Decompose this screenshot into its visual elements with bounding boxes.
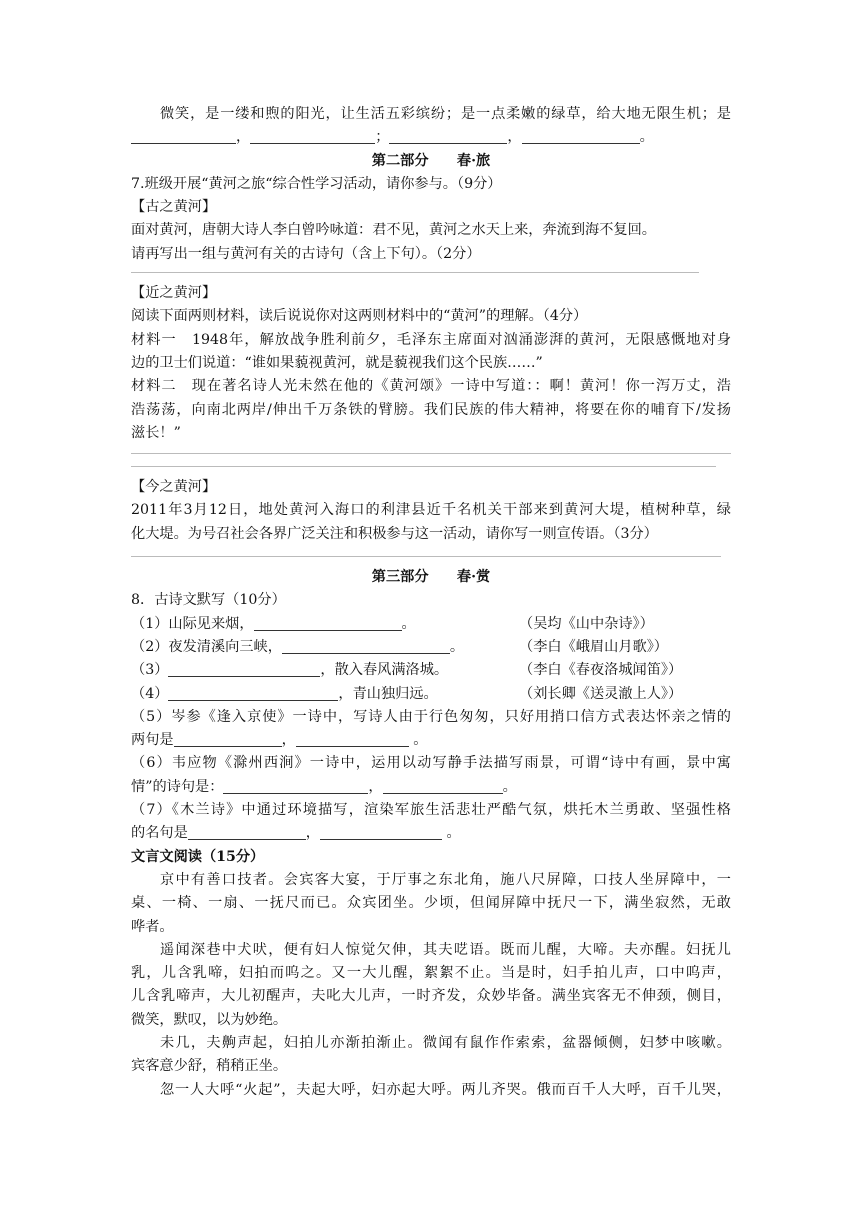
answer-blank[interactable] <box>131 128 236 144</box>
exam-page <box>131 103 731 1102</box>
smile-blanks-line: ， ； ， 。 <box>131 126 731 149</box>
answer-blank[interactable] <box>383 778 503 794</box>
answer-blank[interactable] <box>250 128 375 144</box>
modern-question: 阅读下面两则材料，读后说说你对这两则材料中的“黄河”的理解。（4分） <box>131 308 588 325</box>
recitation-item-7-blanks: 的名句是 ， 。 <box>131 825 461 842</box>
today-yellow-river-heading: 【今之黄河】 <box>131 479 217 496</box>
poem-source: （李白《峨眉山月歌》） <box>519 638 668 655</box>
poem-source: （吴均《山中杂诗》） <box>519 615 654 632</box>
passage-paragraph-3-line: 未几，夫齁声起，妇拍儿亦渐拍渐止。微闻有鼠作作索索，盆器倾侧，妇梦中咳嗽。 <box>160 1034 731 1051</box>
answer-blank[interactable] <box>188 824 306 840</box>
material-one-line2: 边的卫士们说道：“谁如果藐视黄河，就是藐视我们这个民族……” <box>131 354 543 371</box>
material-two-line2: 浩荡荡，向南北两岸/伸出千万条铁的臂膀。我们民族的伟大精神，将要在你的哺育下/发扬 <box>131 401 731 418</box>
passage-paragraph-1-line: 桌、一椅、一扇、一抚尺而已。众宾团坐。少顷，但闻屏障中抚尺一下，满坐寂然，无敢 <box>131 895 731 912</box>
classical-reading-heading: 文言文阅读（15分） <box>131 848 265 865</box>
section-title-part2: 第二部分 春·旅 <box>371 152 491 169</box>
recitation-item-4: （4） ，青山独归远。 （刘长卿《送灵澈上人》） <box>131 683 731 706</box>
passage-paragraph-2-line: 遥闻深巷中犬吠，便有妇人惊觉欠伸，其夫呓语。既而儿醒，大啼。夫亦醒。妇抚儿 <box>160 941 731 958</box>
today-text-line2: 化大堤。为号召社会各界广泛关注和积极参与这一活动，请你写一则宣传语。（3分） <box>131 525 658 542</box>
answer-blank[interactable] <box>296 731 409 747</box>
passage-paragraph-1-line: 京中有善口技者。会宾客大宴，于厅事之东北角，施八尺屏障，口技人坐屏障中，一 <box>160 871 731 888</box>
answer-line[interactable] <box>131 556 721 557</box>
modern-yellow-river-heading: 【近之黄河】 <box>131 285 217 302</box>
poem-source: （李白《春夜洛城闻笛》） <box>519 662 683 679</box>
section-title-part3: 第三部分 春·赏 <box>371 569 491 586</box>
passage-paragraph-1-line: 哗者。 <box>131 918 174 935</box>
material-two-line1: 材料二 现在著名诗人光未然在他的《黄河颂》一诗中写道：：啊！黄河！你一泻万丈，浩 <box>131 378 731 395</box>
answer-blank[interactable] <box>389 128 507 144</box>
answer-blank[interactable] <box>254 615 402 631</box>
today-text-line1: 2011年3月12日，地处黄河入海口的利津县近千名机关干部来到黄河大堤，植树种草，绿 <box>131 502 731 519</box>
answer-blank[interactable] <box>168 685 338 701</box>
answer-blank[interactable] <box>282 638 450 654</box>
recitation-item-6-blanks: 情”的诗句是： ， 。 <box>131 778 517 795</box>
answer-blank[interactable] <box>223 778 368 794</box>
ancient-yellow-river-heading: 【古之黄河】 <box>131 199 217 216</box>
passage-paragraph-2-line: 微笑，默叹，以为妙绝。 <box>131 1011 288 1028</box>
question-7: 7.班级开展“黄河之旅“综合性学习活动，请你参与。（9分） <box>131 175 502 192</box>
passage-paragraph-4-line: 忽一人大呼“火起”，夫起大呼，妇亦起大呼。两儿齐哭。俄而百千人大呼，百千儿哭， <box>160 1081 731 1098</box>
ancient-question: 请再写出一组与黄河有关的古诗句（含上下句）。（2分） <box>131 245 481 262</box>
material-one-line1: 材料一 1948年，解放战争胜利前夕，毛泽东主席面对汹涌澎湃的黄河，无限感慨地对身 <box>131 331 731 348</box>
question-8: 8．古诗文默写（10分） <box>131 592 286 609</box>
answer-blank[interactable] <box>320 824 442 840</box>
recitation-item-1: （1）山际见来烟， 。 （吴均《山中杂诗》） <box>131 613 731 636</box>
answer-blank[interactable] <box>168 661 320 677</box>
answer-line[interactable] <box>131 453 731 454</box>
poem-source: （刘长卿《送灵澈上人》） <box>519 685 683 702</box>
answer-blank[interactable] <box>174 731 282 747</box>
recitation-item-5: （5）岑参《逢入京使》一诗中，写诗人由于行色匆匆，只好用捎口信方式表达怀亲之情的 <box>131 708 731 725</box>
recitation-item-2: （2）夜发清溪向三峡， 。 （李白《峨眉山月歌》） <box>131 636 731 659</box>
recitation-item-3: （3） ，散入春风满洛城。 （李白《春夜洛城闻笛》） <box>131 659 731 682</box>
material-two-line3: 滋长！” <box>131 424 181 441</box>
passage-paragraph-3-line: 宾客意少舒，稍稍正坐。 <box>131 1058 288 1075</box>
answer-line[interactable] <box>131 272 699 273</box>
answer-blank[interactable] <box>522 128 640 144</box>
recitation-item-7: （7）《木兰诗》中通过环境描写，渲染军旅生活悲壮严酷气氛，烘托木兰勇敢、坚强性格 <box>131 802 731 819</box>
ancient-text: 面对黄河，唐朝大诗人李白曾吟咏道：君不见，黄河之水天上来，奔流到海不复回。 <box>131 222 656 239</box>
answer-line[interactable] <box>131 466 716 467</box>
smile-passage-line: 微笑，是一缕和煦的阳光，让生活五彩缤纷；是一点柔嫩的绿草，给大地无限生机；是 <box>160 106 731 122</box>
recitation-item-5-blanks: 两句是 ， 。 <box>131 732 428 749</box>
recitation-item-6: （6）韦应物《滁州西涧》一诗中，运用以动写静手法描写雨景，可谓“诗中有画，景中寓 <box>131 755 731 772</box>
passage-paragraph-2-line: 儿含乳啼声，大儿初醒声，夫叱大儿声，一时齐发，众妙毕备。满坐宾客无不伸颈，侧目， <box>131 988 731 1005</box>
passage-paragraph-2-line: 乳，儿含乳啼，妇拍而呜之。又一大儿醒，絮絮不止。当是时，妇手拍儿声，口中呜声， <box>131 965 731 982</box>
